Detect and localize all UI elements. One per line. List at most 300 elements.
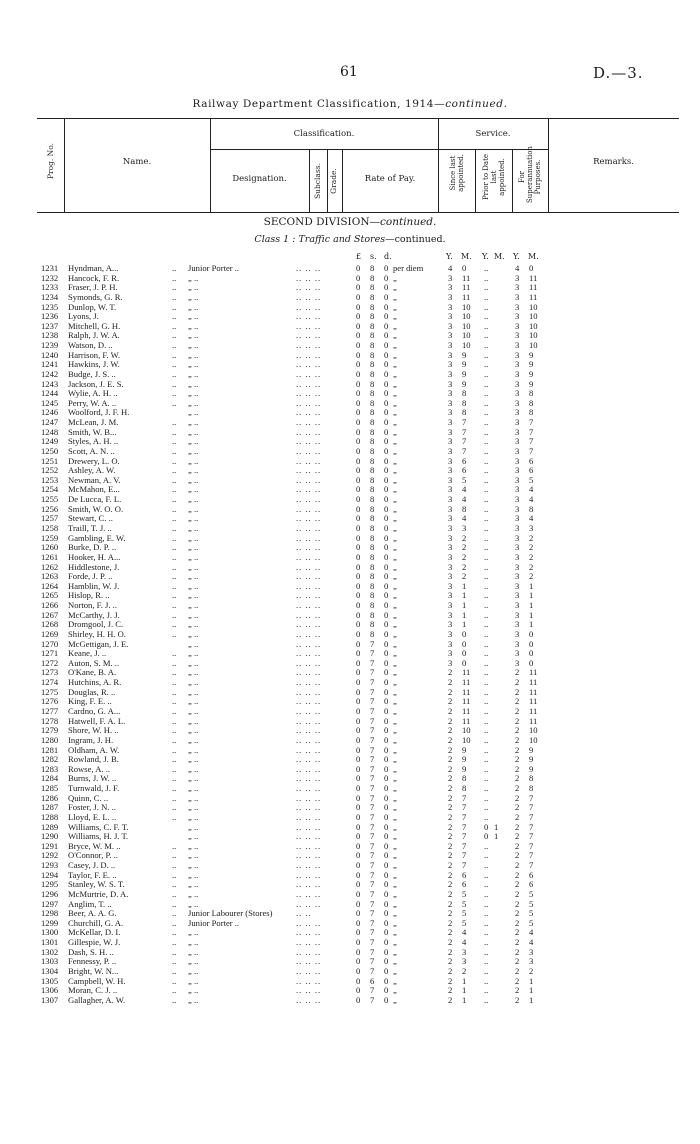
cell-des: „ .. bbox=[188, 860, 199, 871]
cell-y2: .. bbox=[484, 888, 489, 899]
cell-no: 1252 bbox=[41, 465, 59, 476]
header-prog-no: Prog. No. bbox=[46, 142, 55, 180]
cell-m1: 9 bbox=[462, 744, 467, 755]
cell-dots: .. .. .. bbox=[296, 937, 322, 948]
cell-lead: .. bbox=[172, 263, 177, 273]
cell-s: 8 bbox=[370, 571, 375, 582]
cell-dots: .. .. .. bbox=[296, 455, 322, 466]
cell-name: De Lucca, F. L. bbox=[68, 494, 122, 505]
cell-y2: .. bbox=[484, 657, 489, 668]
cell-des: „ .. bbox=[188, 426, 199, 437]
cell-name: McKellar, D. I. bbox=[68, 927, 121, 938]
cell-y1: 2 bbox=[448, 985, 453, 996]
cell-s: 8 bbox=[370, 628, 375, 639]
cell-d: 0 bbox=[384, 744, 389, 755]
cell-des: „ .. bbox=[188, 715, 199, 726]
cell-dots: .. .. .. bbox=[296, 677, 322, 688]
cell-m3: 1 bbox=[529, 590, 534, 601]
cell-m1: 6 bbox=[462, 455, 467, 466]
cell-d: 0 bbox=[384, 291, 389, 302]
cell-des: „ .. bbox=[188, 407, 199, 418]
cell-d: 0 bbox=[384, 705, 389, 716]
cell-l: 0 bbox=[356, 503, 361, 514]
cell-m1: 7 bbox=[462, 831, 467, 842]
cell-y1: 2 bbox=[448, 927, 453, 938]
cell-d: 0 bbox=[384, 869, 389, 880]
cell-des: „ .. bbox=[188, 378, 199, 389]
cell-y1: 3 bbox=[448, 368, 453, 379]
cell-l: 0 bbox=[356, 744, 361, 755]
cell-m3: 9 bbox=[529, 378, 534, 389]
cell-per: „ bbox=[393, 561, 397, 572]
cell-d: 0 bbox=[384, 503, 389, 514]
cell-y1: 2 bbox=[448, 869, 453, 880]
cell-d: 0 bbox=[384, 821, 389, 832]
cell-y2: .. bbox=[484, 754, 489, 765]
cell-des: „ .. bbox=[188, 686, 199, 697]
cell-l: 0 bbox=[356, 619, 361, 630]
cell-m3: 0 bbox=[529, 648, 534, 659]
cell-per: „ bbox=[393, 619, 397, 630]
cell-l: 0 bbox=[356, 975, 361, 986]
cell-y3: 3 bbox=[515, 455, 520, 466]
cell-y2: .. bbox=[484, 869, 489, 880]
cell-no: 1258 bbox=[41, 523, 59, 533]
cell-lead: .. bbox=[172, 551, 177, 562]
cell-per: „ bbox=[393, 397, 397, 408]
cell-m3: 1 bbox=[529, 580, 534, 591]
cell-name: Rowse, A. .. bbox=[68, 763, 111, 774]
cell-s: 7 bbox=[370, 917, 375, 928]
cell-y2: .. bbox=[484, 734, 489, 745]
cell-d: 0 bbox=[384, 657, 389, 668]
cell-des: „ .. bbox=[188, 397, 199, 408]
cell-y3: 3 bbox=[515, 436, 520, 447]
cell-y3: 3 bbox=[515, 368, 520, 379]
table-row bbox=[0, 303, 700, 313]
cell-name: McMurtrie, D. A. bbox=[68, 888, 129, 899]
cell-lead: .. bbox=[172, 417, 177, 428]
cell-d: 0 bbox=[384, 301, 389, 312]
cell-m1: 2 bbox=[462, 532, 467, 543]
cell-per: „ bbox=[393, 850, 397, 861]
cell-name: McMahon, E... bbox=[68, 484, 120, 495]
cell-des: „ .. bbox=[188, 840, 199, 851]
cell-y3: 2 bbox=[515, 821, 520, 832]
cell-name: King, F. E. .. bbox=[68, 696, 112, 707]
cell-d: 0 bbox=[384, 378, 389, 389]
cell-m1: 11 bbox=[462, 291, 471, 302]
cell-y2: .. bbox=[484, 445, 489, 456]
cell-y1: 2 bbox=[448, 937, 453, 948]
cell-per: „ bbox=[393, 879, 397, 890]
cell-dots: .. .. .. bbox=[296, 349, 322, 360]
cell-d: 0 bbox=[384, 667, 389, 678]
division-continued: continued. bbox=[380, 216, 437, 228]
cell-m1: 9 bbox=[462, 349, 467, 360]
cell-des: „ .. bbox=[188, 744, 199, 755]
cell-y3: 3 bbox=[515, 445, 520, 456]
cell-des: „ .. bbox=[188, 850, 199, 861]
cell-no: 1305 bbox=[41, 975, 59, 986]
cell-per: „ bbox=[393, 388, 397, 399]
cell-no: 1279 bbox=[41, 725, 59, 736]
cell-d: 0 bbox=[384, 908, 389, 919]
cell-y3: 2 bbox=[515, 686, 520, 697]
cell-s: 8 bbox=[370, 523, 375, 533]
cell-d: 0 bbox=[384, 388, 389, 399]
cell-des: „ .. bbox=[188, 821, 199, 832]
table-row bbox=[0, 736, 700, 746]
cell-y2: .. bbox=[484, 388, 489, 399]
cell-m3: 8 bbox=[529, 388, 534, 399]
cell-m1: 11 bbox=[462, 272, 471, 283]
cell-lead: .. bbox=[172, 946, 177, 957]
cell-name: Dromgool, J. C. bbox=[68, 619, 124, 630]
cell-lead: .. bbox=[172, 523, 177, 533]
cell-y1: 3 bbox=[448, 532, 453, 543]
cell-name: Budge, J. S. .. bbox=[68, 368, 116, 379]
cell-m3: 7 bbox=[529, 811, 534, 822]
cell-dots: .. .. .. bbox=[296, 860, 322, 871]
cell-s: 7 bbox=[370, 648, 375, 659]
cell-dots: .. .. .. bbox=[296, 600, 322, 611]
cell-y1: 2 bbox=[448, 773, 453, 784]
cell-d: 0 bbox=[384, 523, 389, 533]
cell-des: „ .. bbox=[188, 792, 199, 803]
cell-no: 1282 bbox=[41, 754, 59, 765]
cell-no: 1293 bbox=[41, 860, 59, 871]
cell-l: 0 bbox=[356, 850, 361, 861]
cell-m3: 11 bbox=[529, 677, 538, 688]
cell-dots: .. .. .. bbox=[296, 831, 322, 842]
cell-s: 7 bbox=[370, 773, 375, 784]
cell-s: 8 bbox=[370, 282, 375, 293]
cell-m1: 6 bbox=[462, 879, 467, 890]
cell-l: 0 bbox=[356, 494, 361, 505]
cell-name: McCarthy, J. J. bbox=[68, 609, 120, 620]
cell-l: 0 bbox=[356, 542, 361, 553]
cell-y2: .. bbox=[484, 677, 489, 688]
cell-l: 0 bbox=[356, 638, 361, 649]
cell-lead: .. bbox=[172, 648, 177, 659]
cell-des: „ .. bbox=[188, 831, 199, 842]
cell-l: 0 bbox=[356, 908, 361, 919]
cell-name: Hooker, H. A... bbox=[68, 551, 121, 562]
cell-m3: 9 bbox=[529, 754, 534, 765]
cell-s: 8 bbox=[370, 272, 375, 283]
cell-d: 0 bbox=[384, 686, 389, 697]
cell-s: 6 bbox=[370, 975, 375, 986]
cell-d: 0 bbox=[384, 474, 389, 485]
cell-y1: 2 bbox=[448, 821, 453, 832]
cell-s: 7 bbox=[370, 715, 375, 726]
cell-name: Hyndman, A... bbox=[68, 263, 119, 273]
cell-lead: .. bbox=[172, 783, 177, 794]
cell-y1: 3 bbox=[448, 590, 453, 601]
cell-y2: .. bbox=[484, 503, 489, 514]
cell-des: „ .. bbox=[188, 580, 199, 591]
cell-per: „ bbox=[393, 773, 397, 784]
cell-y3: 2 bbox=[515, 763, 520, 774]
cell-per: „ bbox=[393, 908, 397, 919]
cell-m1: 6 bbox=[462, 869, 467, 880]
cell-m1: 9 bbox=[462, 754, 467, 765]
cell-y1: 2 bbox=[448, 677, 453, 688]
cell-per: „ bbox=[393, 840, 397, 851]
cell-name: Cardno, G. A... bbox=[68, 705, 121, 716]
cell-y2: .. bbox=[484, 330, 489, 341]
cell-no: 1269 bbox=[41, 628, 59, 639]
cell-d: 0 bbox=[384, 917, 389, 928]
cell-y3: 2 bbox=[515, 860, 520, 871]
cell-dots: .. .. .. bbox=[296, 388, 322, 399]
cell-no: 1278 bbox=[41, 715, 59, 726]
cell-y1: 3 bbox=[448, 291, 453, 302]
cell-dots: .. .. .. bbox=[296, 696, 322, 707]
cell-per: „ bbox=[393, 734, 397, 745]
cell-y3: 2 bbox=[515, 831, 520, 842]
cell-des: „ .. bbox=[188, 802, 199, 813]
unit-months-3: M. bbox=[528, 252, 539, 261]
cell-per: per diem bbox=[393, 263, 424, 273]
cell-dots: .. .. .. bbox=[296, 426, 322, 437]
cell-m1: 1 bbox=[462, 609, 467, 620]
cell-l: 0 bbox=[356, 898, 361, 909]
cell-y1: 3 bbox=[448, 282, 453, 293]
cell-name: McLean, J. M. bbox=[68, 417, 119, 428]
cell-y2: .. bbox=[484, 792, 489, 803]
cell-l: 0 bbox=[356, 715, 361, 726]
cell-per: „ bbox=[393, 725, 397, 736]
cell-m3: 8 bbox=[529, 783, 534, 794]
cell-name: Quinn, C. .. bbox=[68, 792, 109, 803]
cell-lead: .. bbox=[172, 840, 177, 851]
cell-per: „ bbox=[393, 571, 397, 582]
cell-lead: .. bbox=[172, 917, 177, 928]
cell-des: „ .. bbox=[188, 754, 199, 765]
cell-m1: 4 bbox=[462, 513, 467, 524]
cell-s: 8 bbox=[370, 417, 375, 428]
cell-name: Ralph, J. W. A. bbox=[68, 330, 120, 341]
cell-y2: .. bbox=[484, 994, 489, 1005]
cell-y2: .. bbox=[484, 349, 489, 360]
division-heading bbox=[0, 216, 700, 228]
cell-name: Wylie, A. H. .. bbox=[68, 388, 118, 399]
unit-pence: d. bbox=[384, 252, 392, 261]
cell-y2: .. bbox=[484, 600, 489, 611]
header-rate-of-pay: Rate of Pay. bbox=[364, 174, 416, 184]
cell-y1: 3 bbox=[448, 474, 453, 485]
cell-y1: 2 bbox=[448, 946, 453, 957]
cell-des: „ .. bbox=[188, 340, 199, 351]
cell-lead: .. bbox=[172, 763, 177, 774]
cell-y1: 3 bbox=[448, 407, 453, 418]
cell-y1: 2 bbox=[448, 744, 453, 755]
cell-dots: .. .. .. bbox=[296, 811, 322, 822]
unit-pounds: £ bbox=[356, 252, 362, 261]
cell-dots: .. .. .. bbox=[296, 773, 322, 784]
cell-y2: .. bbox=[484, 263, 489, 273]
cell-lead: .. bbox=[172, 956, 177, 967]
cell-m1: 11 bbox=[462, 696, 471, 707]
cell-m3: 0 bbox=[529, 638, 534, 649]
column-header-table bbox=[37, 118, 679, 213]
cell-s: 7 bbox=[370, 811, 375, 822]
cell-m3: 7 bbox=[529, 417, 534, 428]
cell-m3: 6 bbox=[529, 869, 534, 880]
cell-per: „ bbox=[393, 523, 397, 533]
cell-no: 1276 bbox=[41, 696, 59, 707]
cell-name: Moran, C. J. .. bbox=[68, 985, 118, 996]
cell-d: 0 bbox=[384, 696, 389, 707]
cell-lead: .. bbox=[172, 320, 177, 331]
cell-d: 0 bbox=[384, 532, 389, 543]
cell-name: Casey, J. D. .. bbox=[68, 860, 116, 871]
cell-l: 0 bbox=[356, 705, 361, 716]
cell-y1: 3 bbox=[448, 484, 453, 495]
cell-l: 0 bbox=[356, 445, 361, 456]
cell-name: Jackson, J. E. S. bbox=[68, 378, 124, 389]
cell-per: „ bbox=[393, 291, 397, 302]
cell-dots: .. .. .. bbox=[296, 879, 322, 890]
cell-y2: .. bbox=[484, 956, 489, 967]
cell-lead: .. bbox=[172, 378, 177, 389]
cell-y2: .. bbox=[484, 908, 489, 919]
cell-s: 8 bbox=[370, 330, 375, 341]
cell-m1: 11 bbox=[462, 715, 471, 726]
page-number: 61 bbox=[340, 64, 358, 80]
cell-y3: 3 bbox=[515, 628, 520, 639]
cell-per: „ bbox=[393, 869, 397, 880]
cell-lead: .. bbox=[172, 869, 177, 880]
cell-y3: 2 bbox=[515, 975, 520, 986]
cell-m1: 11 bbox=[462, 705, 471, 716]
cell-y1: 2 bbox=[448, 792, 453, 803]
cell-s: 8 bbox=[370, 368, 375, 379]
cell-dots: .. .. .. bbox=[296, 975, 322, 986]
cell-lead: .. bbox=[172, 397, 177, 408]
cell-lead: .. bbox=[172, 484, 177, 495]
cell-d: 0 bbox=[384, 898, 389, 909]
cell-des: „ .. bbox=[188, 532, 199, 543]
cell-lead: .. bbox=[172, 426, 177, 437]
cell-des: „ .. bbox=[188, 551, 199, 562]
cell-dots: .. .. .. bbox=[296, 503, 322, 514]
cell-per: „ bbox=[393, 311, 397, 322]
cell-per: „ bbox=[393, 407, 397, 418]
cell-no: 1284 bbox=[41, 773, 59, 784]
cell-name: Hancock, F. R. bbox=[68, 272, 120, 283]
cell-per: „ bbox=[393, 744, 397, 755]
cell-l: 0 bbox=[356, 455, 361, 466]
cell-y2: .. bbox=[484, 407, 489, 418]
cell-m1: 7 bbox=[462, 417, 467, 428]
cell-des: „ .. bbox=[188, 436, 199, 447]
cell-dots: .. .. .. bbox=[296, 965, 322, 976]
cell-dots: .. .. .. bbox=[296, 686, 322, 697]
cell-des: „ .. bbox=[188, 628, 199, 639]
cell-y2: .. bbox=[484, 426, 489, 437]
cell-l: 0 bbox=[356, 272, 361, 283]
cell-no: 1289 bbox=[41, 821, 59, 832]
cell-m1: 11 bbox=[462, 282, 471, 293]
cell-y1: 3 bbox=[448, 320, 453, 331]
cell-per: „ bbox=[393, 946, 397, 957]
cell-y3: 2 bbox=[515, 667, 520, 678]
unit-years-3: Y. bbox=[513, 252, 520, 261]
cell-per: „ bbox=[393, 513, 397, 524]
cell-d: 0 bbox=[384, 888, 389, 899]
cell-y1: 2 bbox=[448, 860, 453, 871]
cell-m3: 7 bbox=[529, 426, 534, 437]
cell-y3: 3 bbox=[515, 600, 520, 611]
cell-y3: 3 bbox=[515, 542, 520, 553]
cell-y1: 2 bbox=[448, 840, 453, 851]
cell-per: „ bbox=[393, 821, 397, 832]
cell-l: 0 bbox=[356, 734, 361, 745]
cell-y2: .. bbox=[484, 465, 489, 476]
cell-l: 0 bbox=[356, 725, 361, 736]
cell-l: 0 bbox=[356, 465, 361, 476]
cell-y3: 3 bbox=[515, 609, 520, 620]
cell-y3: 3 bbox=[515, 532, 520, 543]
cell-m3: 4 bbox=[529, 494, 534, 505]
cell-no: 1306 bbox=[41, 985, 59, 996]
cell-name: Bryce, W. M. .. bbox=[68, 840, 121, 851]
cell-l: 0 bbox=[356, 484, 361, 495]
cell-y2: .. bbox=[484, 532, 489, 543]
cell-dots: .. .. .. bbox=[296, 474, 322, 485]
cell-des: „ .. bbox=[188, 937, 199, 948]
cell-lead: .. bbox=[172, 340, 177, 351]
cell-l: 0 bbox=[356, 763, 361, 774]
cell-m1: 0 bbox=[462, 263, 467, 273]
cell-per: „ bbox=[393, 677, 397, 688]
cell-y3: 2 bbox=[515, 802, 520, 813]
cell-lead: .. bbox=[172, 927, 177, 938]
cell-y2: .. bbox=[484, 301, 489, 312]
cell-l: 0 bbox=[356, 879, 361, 890]
cell-y2: .. bbox=[484, 542, 489, 553]
cell-d: 0 bbox=[384, 628, 389, 639]
cell-y1: 3 bbox=[448, 417, 453, 428]
cell-no: 1244 bbox=[41, 388, 59, 399]
cell-s: 8 bbox=[370, 484, 375, 495]
cell-y1: 3 bbox=[448, 455, 453, 466]
cell-y2: .. bbox=[484, 320, 489, 331]
cell-m3: 10 bbox=[529, 320, 538, 331]
cell-s: 7 bbox=[370, 763, 375, 774]
cell-m1: 2 bbox=[462, 561, 467, 572]
cell-m1: 1 bbox=[462, 600, 467, 611]
cell-m3: 9 bbox=[529, 359, 534, 370]
cell-dots: .. .. .. bbox=[296, 619, 322, 630]
cell-des: „ .. bbox=[188, 734, 199, 745]
cell-per: „ bbox=[393, 648, 397, 659]
cell-y2: .. bbox=[484, 946, 489, 957]
cell-per: „ bbox=[393, 359, 397, 370]
cell-m3: 10 bbox=[529, 340, 538, 351]
cell-no: 1247 bbox=[41, 417, 59, 428]
cell-per: „ bbox=[393, 715, 397, 726]
cell-l: 0 bbox=[356, 917, 361, 928]
cell-y3: 2 bbox=[515, 888, 520, 899]
cell-m3: 7 bbox=[529, 802, 534, 813]
cell-m1: 11 bbox=[462, 686, 471, 697]
cell-dots: .. .. .. bbox=[296, 542, 322, 553]
cell-per: „ bbox=[393, 590, 397, 601]
